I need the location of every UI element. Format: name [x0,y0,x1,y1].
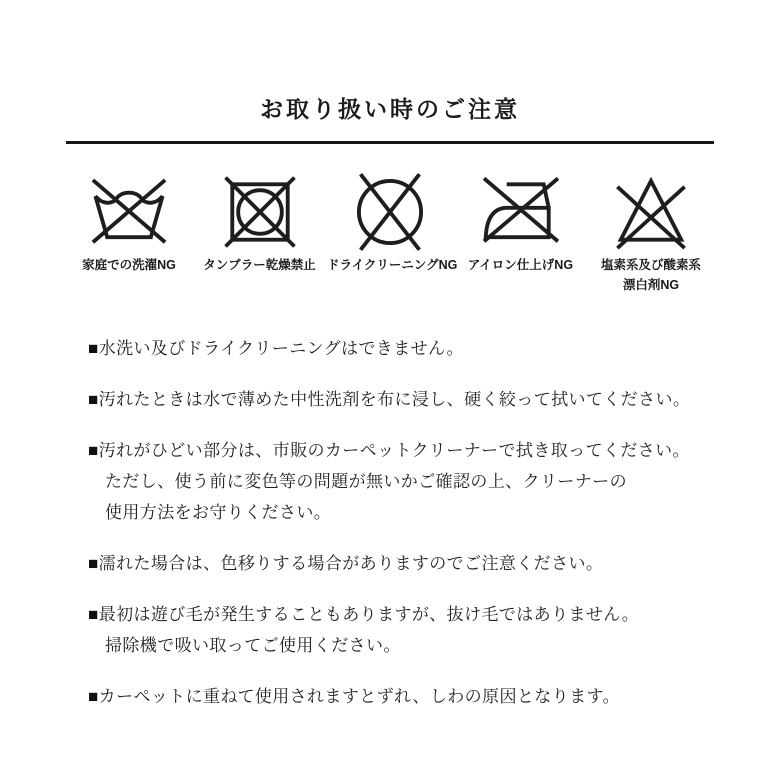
care-symbols-row [66,170,714,294]
care-symbol-no-bleach [588,170,714,294]
page-title: お取り扱い時のご注意 [260,96,520,122]
bullet-square: ■ [88,554,99,573]
note-item [88,681,714,712]
care-symbol-label: タンブラー乾燥禁止 [203,258,316,272]
iron-crossed-icon [479,170,563,254]
note-line [88,333,714,364]
note-line [88,681,714,712]
note-text: 濡れた場合は、色移りする場合がありますのでご注意ください。 [98,554,604,573]
care-symbol-no-ironing [458,170,584,274]
note-item [88,599,714,661]
note-line [88,548,714,579]
wash-tub-crossed-icon [87,170,171,254]
note-line [88,435,714,466]
care-symbol-label: 家庭での洗濯NG [82,258,176,272]
note-text: 最初は遊び毛が発生することもありますが、抜け毛ではありません。 [98,605,640,624]
tumble-dry-crossed-icon [218,170,302,254]
care-symbol-label-line2: 漂白剤NG [622,278,680,292]
care-symbol-label: アイロン仕上げNG [467,258,574,272]
bleach-triangle-crossed-icon [609,170,693,254]
note-item [88,384,714,415]
dry-cleaning-crossed-icon [348,170,432,254]
note-line-continuation: ただし、使う前に変色等の問題が無いかご確認の上、クリーナーの [105,472,627,491]
bullet-square: ■ [88,339,99,358]
content-area [66,0,714,712]
note-item [88,548,714,579]
note-text: 汚れたときは水で薄めた中性洗剤を布に浸し、硬く絞って拭いてください。 [98,390,691,409]
bullet-square: ■ [88,605,99,624]
note-line-continuation: 掃除機で吸い取ってご使用ください。 [105,636,401,655]
care-symbol-label: ドライクリーニングNG [327,258,458,272]
care-symbol-no-tumble-dry [197,170,323,274]
title-divider [66,141,714,144]
note-item [88,435,714,528]
bullet-square: ■ [88,441,99,460]
care-symbol-no-home-washing [66,170,192,274]
note-line [88,599,714,630]
note-text: 汚れがひどい部分は、市販のカーペットクリーナーで拭き取ってください。 [98,441,690,460]
note-line-continuation: 使用方法をお守りください。 [105,503,332,522]
note-line [88,384,714,415]
bullet-square: ■ [88,687,99,706]
care-notes-list [66,333,714,712]
note-text: 水洗い及びドライクリーニングはできません。 [98,339,464,358]
note-text: カーペットに重ねて使用されますとずれ、しわの原因となります。 [98,687,620,706]
care-symbol-no-dry-cleaning [327,170,458,274]
note-item [88,333,714,364]
care-symbol-label: 塩素系及び酸素系 [600,258,701,272]
bullet-square: ■ [88,390,99,409]
